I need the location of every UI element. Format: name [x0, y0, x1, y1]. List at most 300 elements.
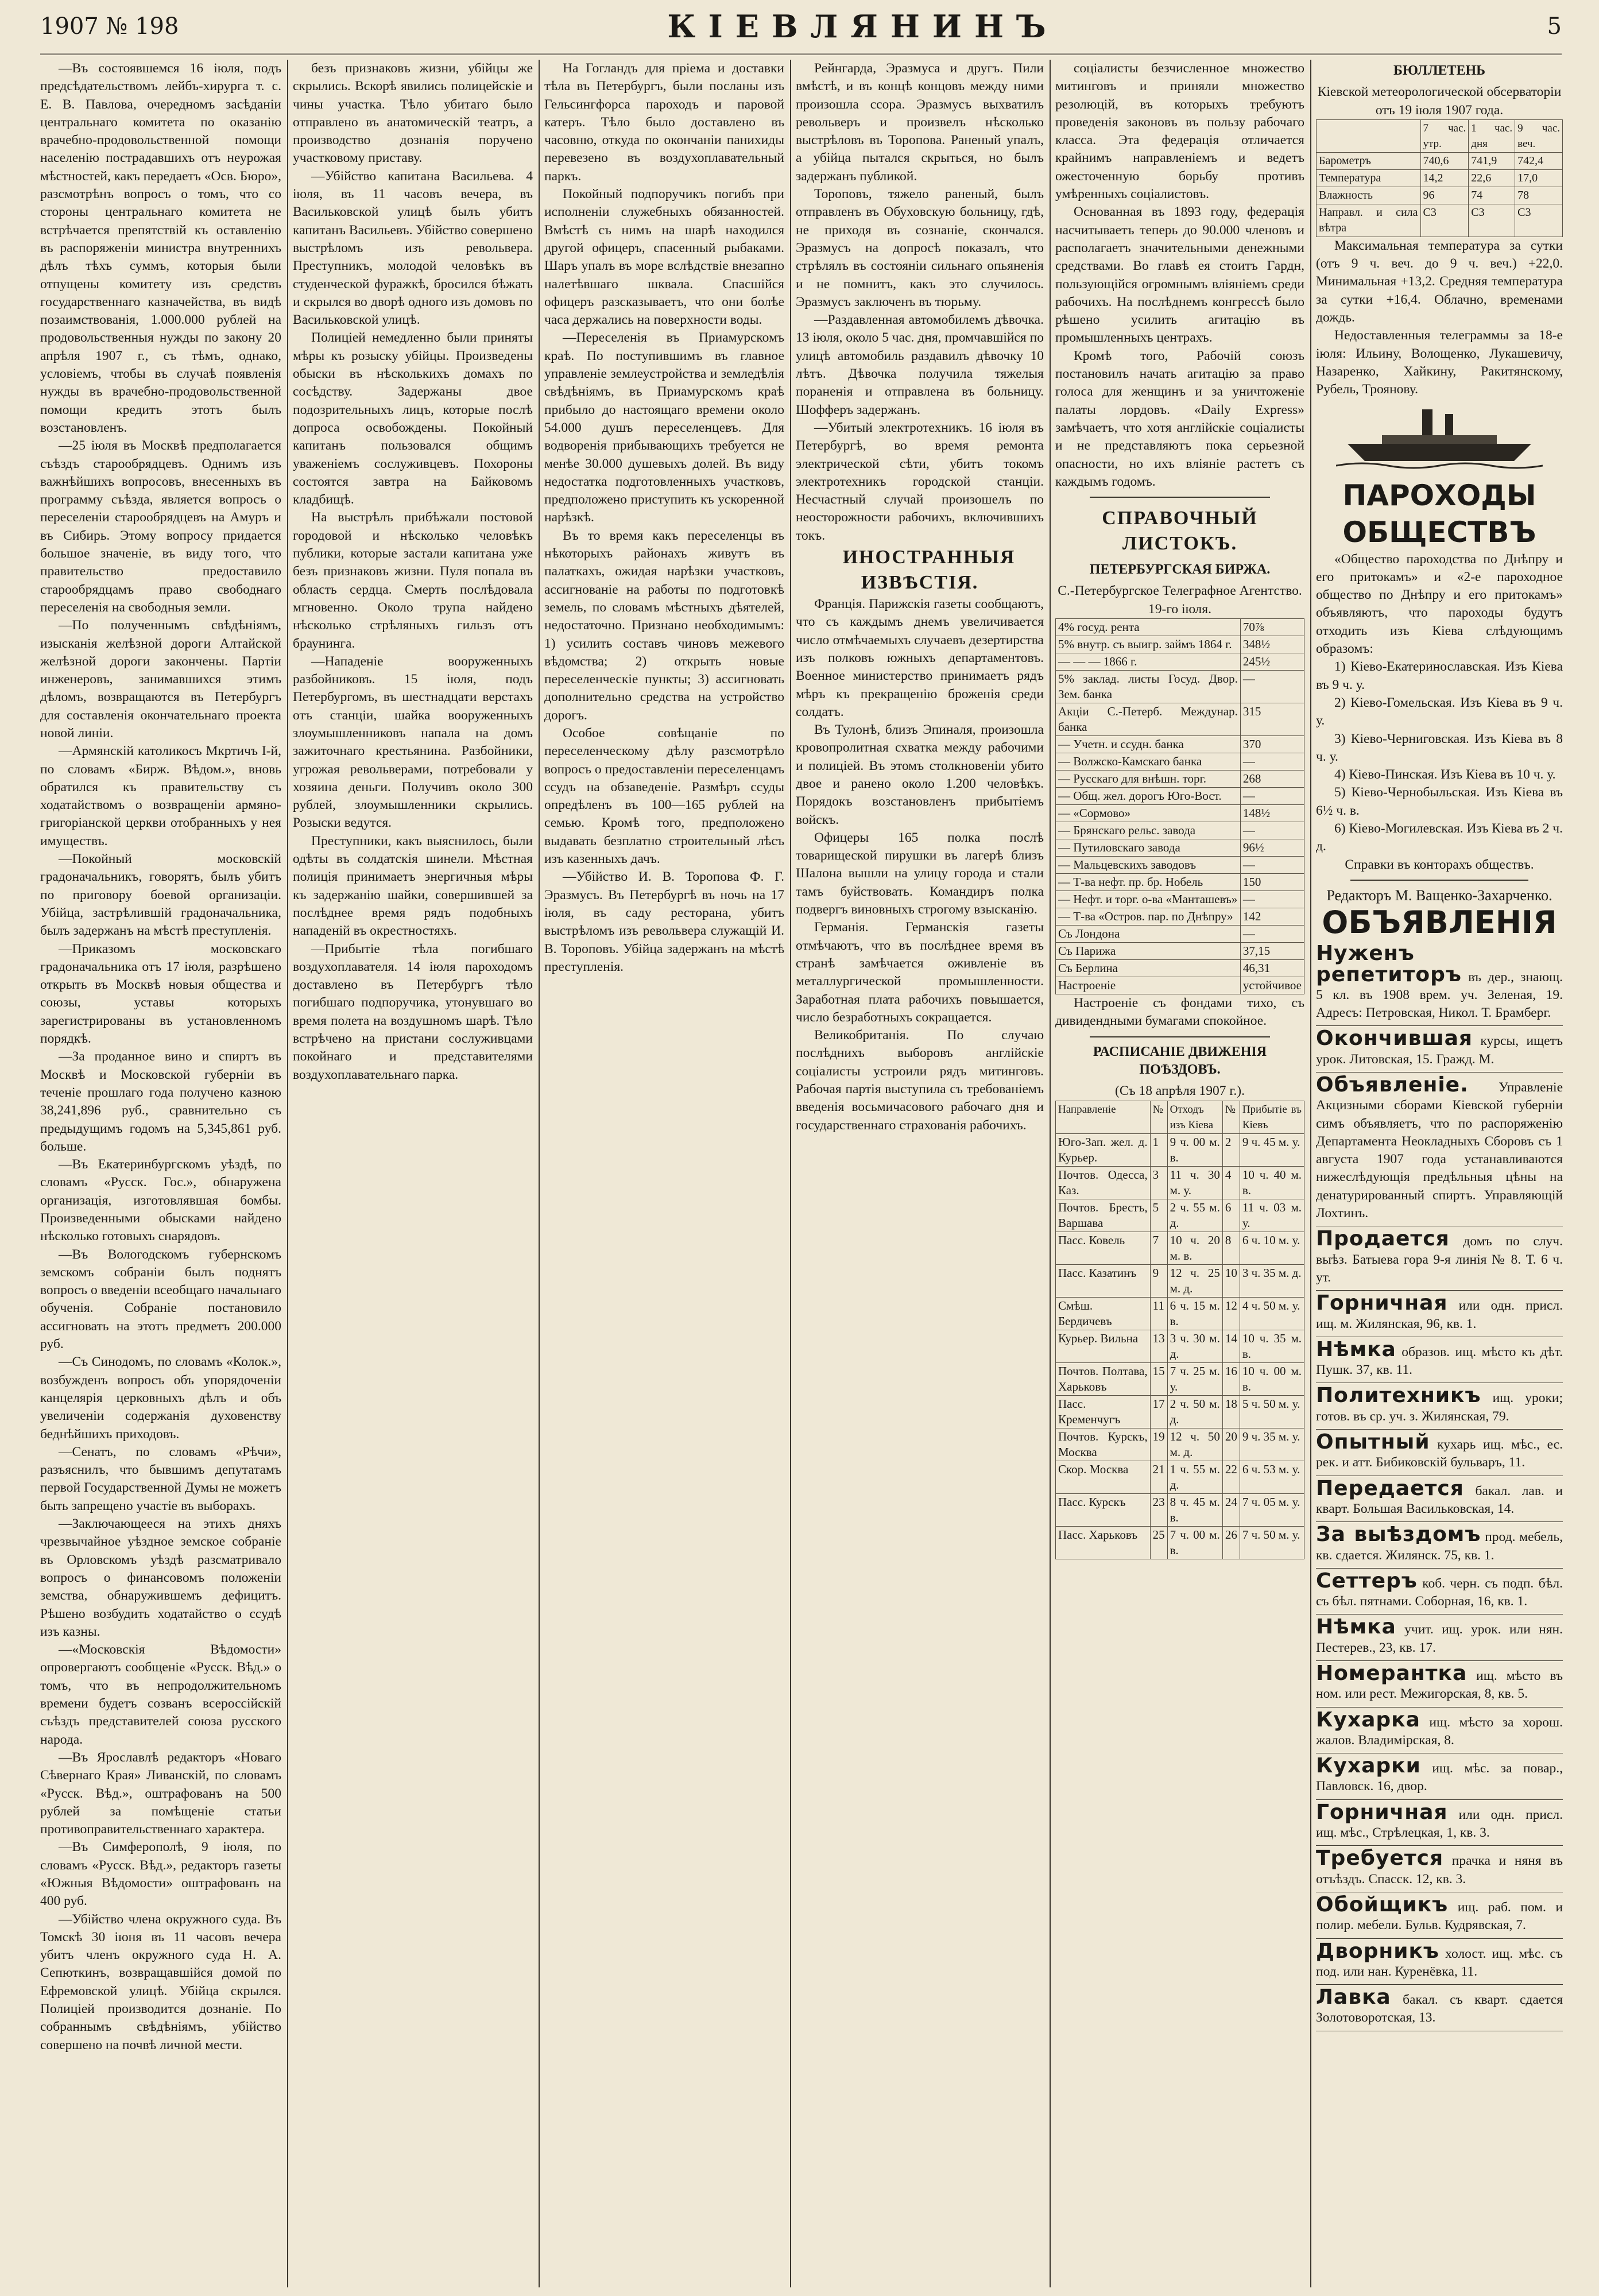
- table-cell: 741,9: [1469, 152, 1515, 169]
- table-cell: 315: [1240, 703, 1304, 736]
- table-cell: 742,4: [1515, 152, 1563, 169]
- editor-line: Редакторъ М. Ващенко-Захарченко.: [1326, 886, 1552, 904]
- table-cell: С3: [1469, 204, 1515, 237]
- article-paragraph: Рейнгарда, Эразмуса и другъ. Пили вмѣстѣ, и въ концѣ концовъ между ними произошла ссора. Эразмусъ выхватилъ револьверъ и произвелъ нѣсколько выстрѣловъ въ Торопова. Раненый упалъ, а убійца пытался скрыться, но былъ задержанъ публикой.: [796, 61, 1044, 184]
- ad-text: коб. черн. съ подп. бѣл. съ бѣл. пятнами. Соборная, 16, кв. 1.: [1316, 1575, 1563, 1609]
- ad-text: ищ. мѣс. за повар., Павловск. 16, двор.: [1316, 1761, 1563, 1794]
- article-paragraph: —Съ Синодомъ, по словамъ «Колок.», возбужденъ вопросъ объ упорядоченіи канцелярія церковныхъ дѣлъ и объ увеличеніи содержанія духовенству беднѣйшихъ приходовъ.: [40, 1354, 281, 1442]
- table-cell: 26: [1222, 1526, 1240, 1559]
- col3-articles: [544, 60, 784, 976]
- table-cell: 6 ч. 15 м. в.: [1167, 1297, 1222, 1330]
- table-row: [1056, 788, 1304, 805]
- classified-ad: [1316, 1614, 1563, 1661]
- table-cell: 46,31: [1240, 960, 1304, 977]
- table-cell: 5% внутр. съ выигр. займъ 1864 г.: [1056, 636, 1241, 653]
- table-cell: 2 ч. 50 м. д.: [1167, 1395, 1222, 1428]
- table-cell: 96: [1420, 187, 1469, 204]
- ad-text: домъ по случ. выѣз. Батыева гора 9-я линія № 8. Т. 6 ч. ут.: [1316, 1234, 1563, 1285]
- table-row: [1056, 771, 1304, 788]
- column-3: [544, 60, 784, 2287]
- table-cell: 12 ч. 25 м. д.: [1167, 1264, 1222, 1297]
- table-cell: 148½: [1240, 805, 1304, 822]
- article-paragraph: соціалисты безчисленное множество митинговъ и приняли множество резолюцій, въ которыхъ требуютъ проведенія законовъ въ пользу рабочаго класса. Эта федерація отличается крайнимъ направленіемъ и ведетъ ожесточенную борьбу противъ умѣренныхъ соціалистовъ.: [1055, 61, 1304, 202]
- column-rule: [1310, 60, 1311, 2287]
- table-cell: 19: [1150, 1428, 1167, 1461]
- col4-articles: [796, 60, 1044, 1135]
- ad-heading: Сеттеръ: [1316, 1569, 1418, 1593]
- table-cell: 10 ч. 00 м. в.: [1240, 1362, 1304, 1395]
- table-cell: — Т-ва нефт. пр. бр. Нобель: [1056, 874, 1241, 891]
- table-row: [1317, 187, 1563, 204]
- table-cell: 4: [1222, 1166, 1240, 1199]
- table-row: [1056, 1461, 1304, 1493]
- ads-title: ОБЪЯВЛЕНІЯ: [1322, 904, 1557, 941]
- table-header: 9 час. веч.: [1515, 119, 1563, 152]
- article-paragraph: —Раздавленная автомобилемъ дѣвочка. 13 іюля, около 5 час. дня, промчавшійся по улицѣ автомобиль раздавилъ дѣвочку 10 лѣтъ. Дѣвочка получила тяжелыя пораненія и отправлена въ больницу. Шофферъ задержанъ.: [796, 312, 1044, 417]
- table-cell: 3 ч. 30 м. д.: [1167, 1330, 1222, 1362]
- table-cell: Скор. Москва: [1056, 1461, 1151, 1493]
- newspaper-title: КІЕВЛЯНИНЪ: [667, 8, 1059, 45]
- article-paragraph: Въ Тулонѣ, близъ Эпиналя, произошла кровопролитная схватка между рабочими и полиціей. Въ этомъ столкновеніи убито двое и ранено около 1.200 человѣкъ. Порядокъ возстановленъ прибытіемъ войскъ.: [796, 722, 1044, 827]
- table-cell: 11 ч. 03 м. у.: [1240, 1199, 1304, 1232]
- table-cell: 22,6: [1469, 169, 1515, 187]
- table-cell: 10 ч. 35 м. в.: [1240, 1330, 1304, 1362]
- classified-ad: [1316, 1846, 1563, 1892]
- table-cell: 4 ч. 50 м. у.: [1240, 1297, 1304, 1330]
- column-rule: [1050, 60, 1051, 2287]
- table-cell: Почтов. Брестъ, Варшава: [1056, 1199, 1151, 1232]
- bulletin-title: БЮЛЛЕТЕНЬ: [1393, 63, 1486, 78]
- ad-heading: Окончившая: [1316, 1027, 1473, 1051]
- table-cell: 10 ч. 20 м. в.: [1167, 1232, 1222, 1264]
- ad-text: или одн. присл. ищ. м. Жилянская, 96, кв. 1.: [1316, 1298, 1563, 1331]
- article-paragraph: Покойный подпоручикъ погибъ при исполненіи служебныхъ обязанностей. Вмѣстѣ съ нимъ на шарѣ находился другой офицеръ, спасенный рыбаками. Шаръ упалъ въ море вслѣдствіе внезапно налетѣвшаго шквала. Спасшійся офицеръ разсказываетъ, что они болѣе часа держались на поверхности воды.: [544, 187, 784, 328]
- table-cell: — Общ. жел. дорогъ Юго-Вост.: [1056, 788, 1241, 805]
- classified-ad: [1316, 1939, 1563, 1985]
- ad-text: ищ. мѣсто въ ном. или рест. Межигорская, 8, кв. 5.: [1316, 1668, 1563, 1702]
- article-paragraph: На выстрѣлъ прибѣжали постовой городовой и нѣсколько человѣкъ публики, которые застали капитана уже безъ признаковъ жизни. Пуля попала въ область сердца. Смерть послѣдовала мгновенно. Около трупа найдено нѣсколько стрѣляныхъ гильзъ отъ браунинга.: [293, 510, 533, 651]
- table-cell: Юго-Зап. жел. д. Курьер.: [1056, 1133, 1151, 1166]
- exchange-date: 19-го іюля.: [1148, 601, 1211, 617]
- table-cell: 5: [1150, 1199, 1167, 1232]
- table-header: 1 час. дня: [1469, 119, 1515, 152]
- ad-heading: Передается: [1316, 1476, 1464, 1500]
- masthead: [40, 0, 1562, 55]
- bulletin-date: отъ 19 іюля 1907 года.: [1375, 102, 1504, 118]
- table-cell: — Волжско-Камскаго банка: [1056, 753, 1241, 771]
- table-header: №: [1222, 1101, 1240, 1133]
- separator: [1090, 1036, 1270, 1037]
- table-row: [1056, 874, 1304, 891]
- classified-ad: [1316, 1753, 1563, 1800]
- table-cell: 20: [1222, 1428, 1240, 1461]
- exchange-agency: С.-Петербургское Телеграфное Агентство.: [1058, 583, 1302, 599]
- ad-heading: Нуженъ репетиторъ: [1316, 942, 1462, 986]
- article-paragraph: —Въ Вологодскомъ губернскомъ земскомъ собраніи былъ поднятъ вопросъ о введеніи всеобщаго начальнаго обученія. Собраніе постановило ассигновать на этотъ предметъ 200.000 руб.: [40, 1246, 281, 1352]
- exchange-note: Настроеніе съ фондами тихо, съ дивидендными бумагами спокойное.: [1055, 996, 1304, 1029]
- article-paragraph: —Заключающееся на этихъ дняхъ чрезвычайное уѣздное земское собраніе въ Орловскомъ уѣздѣ разсматривало вопросъ о финансовомъ положеніи земства, обнаружившемъ дефицитъ. Рѣшено возбудить ходатайство о ссудѣ изъ казны.: [40, 1516, 281, 1639]
- table-cell: 1: [1150, 1133, 1167, 1166]
- ad-text: или одн. присл. ищ. мѣс., Стрѣлецкая, 1, кв. 3.: [1316, 1807, 1563, 1841]
- table-cell: 14: [1222, 1330, 1240, 1362]
- table-cell: 13: [1150, 1330, 1167, 1362]
- article-paragraph: Тороповъ, тяжело раненый, былъ отправленъ въ Обуховскую больницу, гдѣ, не приходя въ сознаніе, скончался. Эразмусъ на допросѣ показалъ, что стрѣлялъ въ состояніи сильнаго опьяненія и не помнитъ, какъ это случилось. Эразмусъ заключенъ въ тюрьму.: [796, 187, 1044, 309]
- table-header: 7 час. утр.: [1420, 119, 1469, 152]
- section-heading: ИНОСТРАННЫЯ ИЗВѢСТІЯ.: [842, 547, 1016, 594]
- article-paragraph: Полиціей немедленно были приняты мѣры къ розыску убійцы. Произведены обыски въ нѣсколькихъ домахъ по сосѣдству. Задержаны двое подозрительныхъ лицъ, которые послѣ допроса освобождены. Покойный капитанъ пользовался общимъ уваженіемъ сослуживцевъ. Похороны состоятся завтра на Байковомъ кладбищѣ.: [293, 330, 533, 508]
- ad-text: холост. ищ. мѣс. съ под. или нан. Куренёвка, 11.: [1316, 1946, 1563, 1979]
- table-row: [1056, 1330, 1304, 1362]
- table-cell: 5 ч. 50 м. у.: [1240, 1395, 1304, 1428]
- table-row: [1056, 1297, 1304, 1330]
- table-cell: 22: [1222, 1461, 1240, 1493]
- table-row: [1056, 1166, 1304, 1199]
- article-paragraph: —Приказомъ московскаго градоначальника отъ 17 іюля, разрѣшено открыть въ Москвѣ новыя общества и союзы, уставы которыхъ зарегистрированы въ установленномъ порядкѣ.: [40, 941, 281, 1047]
- ad-text: ищ. уроки; готов. въ ср. уч. з. Жилянская, 79.: [1316, 1391, 1563, 1424]
- table-cell: —: [1240, 926, 1304, 943]
- steamers-title: ПАРОХОДЫ ОБЩЕСТВЪ: [1342, 478, 1536, 549]
- table-header: №: [1150, 1101, 1167, 1133]
- table-row: [1056, 926, 1304, 943]
- table-row: [1056, 753, 1304, 771]
- steamer-lines: [1316, 658, 1563, 855]
- steamer-line: 1) Кіево-Екатеринославская. Изъ Кіева въ 9 ч. у.: [1316, 659, 1563, 692]
- article-paragraph: —Прибытіе тѣла погибшаго воздухоплавателя. 14 іюля пароходомъ доставлено въ Петербургъ тѣло погибшаго подпоручика, утонувшаго во время полета на воздушномъ шарѣ. Тѣло встрѣчено на пристани сослуживцами покойнаго и представителями воздухоплавательнаго парка.: [293, 941, 533, 1082]
- table-cell: Съ Берлина: [1056, 960, 1241, 977]
- table-cell: 9 ч. 00 м. в.: [1167, 1133, 1222, 1166]
- table-cell: 5% заклад. листы Госуд. Двор. Зем. банка: [1056, 671, 1241, 703]
- table-cell: — — — 1866 г.: [1056, 653, 1241, 671]
- classified-ad: [1316, 1291, 1563, 1337]
- ad-heading: Номерантка: [1316, 1662, 1468, 1685]
- table-cell: 7 ч. 50 м. у.: [1240, 1526, 1304, 1559]
- article-paragraph: Франція. Парижскія газеты сообщаютъ, что съ каждымъ днемъ увеличивается число отмѣчаемыхъ случаевъ дезертирства изъ полковъ южныхъ департаментовъ. Военное министерство принимаетъ рядъ мѣръ къ прекращенію броженія среди солдатъ.: [796, 597, 1044, 719]
- table-row: [1056, 1232, 1304, 1264]
- table-row: [1056, 839, 1304, 857]
- col5-articles: [1055, 60, 1304, 491]
- table-cell: Влажность: [1317, 187, 1421, 204]
- table-cell: 16: [1222, 1362, 1240, 1395]
- classified-ad: [1316, 1661, 1563, 1708]
- table-cell: —: [1240, 891, 1304, 908]
- table-row: [1056, 857, 1304, 874]
- classified-ad: [1316, 1073, 1563, 1226]
- table-cell: Смѣш. Бердичевъ: [1056, 1297, 1151, 1330]
- table-cell: С3: [1420, 204, 1469, 237]
- article-paragraph: —Въ Екатеринбургскомъ уѣздѣ, по словамъ «Русск. Гос.», обнаружена организація, изготовлявшая бомбы. Произведенными обысками найдено нѣсколько готовыхъ снарядовъ.: [40, 1157, 281, 1244]
- ad-heading: Продается: [1316, 1227, 1450, 1251]
- table-cell: Пасс. Казатинъ: [1056, 1264, 1151, 1297]
- article-paragraph: —За проданное вино и спиртъ въ Москвѣ и Московской губерніи въ теченіе прошлаго года получено казною 38,241,896 руб., сравнительно съ предыдущимъ годомъ на 5,345,861 руб. больше.: [40, 1049, 281, 1154]
- table-cell: 3: [1150, 1166, 1167, 1199]
- table-cell: —: [1240, 857, 1304, 874]
- table-cell: 23: [1150, 1493, 1167, 1526]
- table-cell: — Путиловскаго завода: [1056, 839, 1241, 857]
- table-cell: —: [1240, 788, 1304, 805]
- table-row: [1056, 805, 1304, 822]
- table-cell: — «Сормово»: [1056, 805, 1241, 822]
- table-cell: Пасс. Харьковъ: [1056, 1526, 1151, 1559]
- table-cell: 4% госуд. рента: [1056, 619, 1241, 636]
- table-cell: 8 ч. 45 м. в.: [1167, 1493, 1222, 1526]
- col1-articles: [40, 60, 281, 2054]
- classified-ad: [1316, 1476, 1563, 1523]
- ad-text: учит. ищ. урок. или нян. Пестерев., 23, кв. 17.: [1316, 1622, 1563, 1655]
- table-row: [1056, 703, 1304, 736]
- table-row: [1056, 960, 1304, 977]
- schedule-subtitle: (Съ 18 апрѣля 1907 г.).: [1115, 1083, 1245, 1099]
- table-cell: 11 ч. 30 м. у.: [1167, 1166, 1222, 1199]
- steamship-icon: [1336, 404, 1543, 473]
- article-paragraph: —Убійство члена окружного суда. Въ Томскѣ 30 іюня въ 11 часовъ вечера убитъ членъ окружного суда Н. А. Сепюткинъ, возвращавшійся домой по Ефремовской улицѣ. Убійца скрылся. Полиціей производится дознаніе. По собраннымъ свѣдѣніямъ, убійство совершено на почвѣ личной мести.: [40, 1911, 281, 2053]
- table-cell: 1 ч. 55 м. д.: [1167, 1461, 1222, 1493]
- bulletin-subtitle: Кіевской метеорологической обсерваторіи: [1317, 84, 1562, 100]
- table-cell: 9 ч. 35 м. у.: [1240, 1428, 1304, 1461]
- table-cell: 348½: [1240, 636, 1304, 653]
- table-cell: 7 ч. 25 м. у.: [1167, 1362, 1222, 1395]
- ad-heading: За выѣздомъ: [1316, 1523, 1481, 1547]
- table-cell: 7 ч. 05 м. у.: [1240, 1493, 1304, 1526]
- table-cell: Температура: [1317, 169, 1421, 187]
- table-cell: 10: [1222, 1264, 1240, 1297]
- table-header: [1317, 119, 1421, 152]
- table-row: [1317, 152, 1563, 169]
- column-2: [293, 60, 533, 2287]
- steamer-line: 3) Кіево-Черниговская. Изъ Кіева въ 8 ч. у.: [1316, 731, 1563, 764]
- table-cell: 142: [1240, 908, 1304, 926]
- article-paragraph: —Въ Ярославлѣ редакторъ «Новаго Сѣвернаго Края» Ливанскій, по словамъ «Русск. Вѣд.», оштрафованъ на 500 рублей за помѣщеніе статьи противоправительственнаго характера.: [40, 1749, 281, 1837]
- table-cell: Почтов. Курскъ, Москва: [1056, 1428, 1151, 1461]
- article-paragraph: безъ признаковъ жизни, убійцы же скрылись. Вскорѣ явились полицейскіе и чины участка. Тѣло убитаго было отправлено въ анатомическій театръ, а производство дознанія поручено участковому приставу.: [293, 61, 533, 166]
- table-row: [1317, 204, 1563, 237]
- classified-ad: [1316, 1892, 1563, 1939]
- steamers-footer: Справки въ конторахъ обществъ.: [1345, 857, 1534, 872]
- classified-ad: [1316, 1569, 1563, 1615]
- ad-heading: Политехникъ: [1316, 1384, 1481, 1408]
- table-cell: Почтов. Одесса, Каз.: [1056, 1166, 1151, 1199]
- classified-ad: [1316, 1430, 1563, 1476]
- table-row: [1056, 736, 1304, 753]
- table-cell: 12: [1222, 1297, 1240, 1330]
- ad-heading: Опытный: [1316, 1430, 1430, 1454]
- classified-ad: [1316, 1708, 1563, 1754]
- weather-table: [1316, 119, 1563, 237]
- table-cell: Почтов. Полтава, Харьковъ: [1056, 1362, 1151, 1395]
- ad-heading: Требуется: [1316, 1846, 1444, 1871]
- article-paragraph: —Армянскій католикосъ Мкртичъ I-й, по словамъ «Бирж. Вѣдом.», вновь обратился къ правительству съ ходатайствомъ о возвращеніи армяно-григоріанской церкви отобранныхъ у нея имуществъ.: [40, 744, 281, 849]
- ad-heading: Лавка: [1316, 1985, 1391, 2010]
- table-cell: 2 ч. 55 м. д.: [1167, 1199, 1222, 1232]
- table-cell: 74: [1469, 187, 1515, 204]
- table-cell: 2: [1222, 1133, 1240, 1166]
- table-cell: Акціи С.-Петерб. Междунар. банка: [1056, 703, 1241, 736]
- article-paragraph: Основанная въ 1893 году, федерація насчитываетъ теперь до 90.000 членовъ и располагаетъ значительными денежными средствами. Во главѣ ея стоитъ Гардн, пользующійся огромнымъ вліяніемъ среди рабочихъ. На послѣднемъ конгрессѣ было рѣшено усилить агитацію въ промышленныхъ центрахъ.: [1055, 204, 1304, 346]
- table-cell: 7: [1150, 1232, 1167, 1264]
- table-row: [1056, 1526, 1304, 1559]
- table-row: [1056, 943, 1304, 960]
- article-paragraph: На Гогландъ для пріема и доставки тѣла въ Петербургъ, были посланы изъ Гельсингфорса пароходъ и паровой катеръ. Тѣло было доставлено въ часовню, откуда по окончаніи панихиды перевезено въ воздухоплавательный паркъ.: [544, 61, 784, 184]
- table-cell: 6 ч. 10 м. у.: [1240, 1232, 1304, 1264]
- table-cell: 9 ч. 45 м. у.: [1240, 1133, 1304, 1166]
- table-row: [1056, 908, 1304, 926]
- table-header: Отходъ изъ Кіева: [1167, 1101, 1222, 1133]
- table-row: [1056, 891, 1304, 908]
- table-cell: Барометръ: [1317, 152, 1421, 169]
- table-row: [1056, 1428, 1304, 1461]
- table-cell: Направл. и сила вѣтра: [1317, 204, 1421, 237]
- table-cell: 11: [1150, 1297, 1167, 1330]
- table-row: [1056, 822, 1304, 839]
- table-row: [1056, 636, 1304, 653]
- table-row: [1056, 619, 1304, 636]
- table-cell: 268: [1240, 771, 1304, 788]
- table-cell: 70⅞: [1240, 619, 1304, 636]
- ad-text: бакал. лав. и кварт. Большая Васильковская, 14.: [1316, 1483, 1563, 1516]
- article-paragraph: —25 іюля въ Москвѣ предполагается съѣздъ старообрядцевъ. Однимъ изъ важнѣйшихъ вопросовъ, внесенныхъ въ программу съѣзда, является вопросъ о переселеніи старообрядцевъ на Амуръ и въ Сибирь. Этому вопросу придается большое значеніе, въ виду того, что правительство предоставило старообрядцамъ право свободнаго переселенія на свободныя земли.: [40, 438, 281, 615]
- classified-ad: [1316, 941, 1563, 1026]
- ad-text: кухарь ищ. мѣс., ес. рек. и атт. Бибиковскій бульваръ, 11.: [1316, 1437, 1563, 1470]
- steamer-line: 5) Кіево-Чернобыльская. Изъ Кіева въ 6½ ч. в.: [1316, 785, 1563, 818]
- issue-number: 1907 № 198: [40, 13, 179, 40]
- table-cell: 370: [1240, 736, 1304, 753]
- table-cell: —: [1240, 753, 1304, 771]
- separator: [1350, 880, 1528, 881]
- table-row: [1056, 977, 1304, 994]
- table-header: Направленіе: [1056, 1101, 1151, 1133]
- table-cell: 6: [1222, 1199, 1240, 1232]
- article-paragraph: Германія. Германскія газеты отмѣчаютъ, что въ послѣднее время въ странѣ замѣчается оживленіе въ металлургической промышленности. Заработная плата рабочихъ повышается, число безработныхъ сокращается.: [796, 920, 1044, 1025]
- table-cell: 10 ч. 40 м. в.: [1240, 1166, 1304, 1199]
- column-1: [40, 60, 281, 2287]
- classified-ad: [1316, 1026, 1563, 1073]
- article-paragraph: Особое совѣщаніе по переселенческому дѣлу разсмотрѣло вопросъ о предоставленіи переселенцамъ ссудъ на обзаведеніе. Размѣръ ссуды опредѣленъ въ 100—165 рублей на семью. Кромѣ того, предположено выдавать безплатно строительный лѣсъ изъ казенныхъ дачъ.: [544, 725, 784, 867]
- table-cell: Настроеніе: [1056, 977, 1241, 994]
- bulletin-summary: Максимальная температура за сутки (отъ 9 ч. веч. до 9 ч. веч.) +22,0. Минимальная +13,2. Средняя температура за сутки +16,4. Облачно, временами дождь.: [1316, 238, 1563, 326]
- ad-text: Управленіе Акцизными сборами Кіевской губерніи симъ объявляетъ, что по распоряженію Департамента Неокладныхъ Сборовъ съ 1 августа 1907 года устанавливаются нижеслѣдующія предѣльныя цѣны на денатурированный спиртъ. Управляющій Лохтинъ.: [1316, 1079, 1563, 1221]
- article-paragraph: Кромѣ того, Рабочій союзъ постановилъ начать агитацію за право голоса для женщинъ и за уничтоженіе палаты лордовъ. «Daily Express» замѣчаетъ, что хотя англійскіе соціалисты и не представляютъ пока серьезной опасности, но ихъ вліяніе растетъ съ каждымъ годомъ.: [1055, 348, 1304, 489]
- column-rule: [287, 60, 288, 2287]
- col2-articles: [293, 60, 533, 1084]
- table-cell: 21: [1150, 1461, 1167, 1493]
- article-paragraph: —Переселенія въ Приамурскомъ краѣ. По поступившимъ въ главное управленіе землеустройства и земледѣлія свѣдѣніямъ, въ Приамурскомъ краѣ прибыло до настоящаго времени около 54.000 душъ переселенцевъ. Для водворенія прибывающихъ требуется не менѣе 30.000 душевыхъ долей. Въ виду недостатка подготовленныхъ участковъ, предположено приступить къ ускоренной нарѣзкѣ.: [544, 330, 784, 525]
- table-cell: 25: [1150, 1526, 1167, 1559]
- table-cell: Пасс. Курскъ: [1056, 1493, 1151, 1526]
- exchange-subtitle: ПЕТЕРБУРГСКАЯ БИРЖА.: [1089, 562, 1271, 578]
- ad-heading: Горничная: [1316, 1291, 1448, 1315]
- table-cell: Пасс. Кременчугъ: [1056, 1395, 1151, 1428]
- article-paragraph: —Сенатъ, по словамъ «Рѣчи», разъяснилъ, что бывшимъ депутатамъ первой Государственной Думы не можетъ быть запрещено участіе въ выборахъ.: [40, 1444, 281, 1513]
- article-paragraph: —Въ состоявшемся 16 іюля, подъ предсѣдательствомъ лейбъ-хирурга т. с. Е. В. Павлова, очередномъ засѣданіи центральнаго комитета по оказанію врачебно-продовольственной помощи населенію пострадавшихъ отъ неурожая мѣстностей, какъ передаетъ «Осв. Бюро», разсмотрѣнъ вопросъ о томъ, что со стороны центральнаго комитета не встрѣчается препятствій къ оставленію въ распоряженіи министра внутреннихъ дѣлъ тѣхъ суммъ, которыя были отпущены комитету изъ средствъ государственнаго казначейства, въ видѣ позаимствованія, 1.000.000 рублей на продовольственныя нужды по закону 20 апрѣля 1907 г., съ тѣмъ, однако, условіемъ, чтобы въ случаѣ появленія нужды въ врачебно-продовольственной помощи кредитъ этотъ былъ возстановленъ.: [40, 61, 281, 435]
- ad-text: ищ. раб. пом. и полир. мебели. Бульв. Кудрявская, 7.: [1316, 1899, 1563, 1933]
- classified-ad: [1316, 1383, 1563, 1430]
- table-cell: 18: [1222, 1395, 1240, 1428]
- table-row: [1056, 1395, 1304, 1428]
- table-cell: 17: [1150, 1395, 1167, 1428]
- table-cell: 8: [1222, 1232, 1240, 1264]
- table-row: [1056, 1493, 1304, 1526]
- table-header: Прибытіе въ Кіевъ: [1240, 1101, 1304, 1133]
- steamers-intro: «Общество пароходства по Днѣпру и его притокамъ» и «2-е пароходное общество по Днѣпру и его притокамъ» объявляютъ, что пароходы будутъ отходить изъ Кіева слѣдующимъ образомъ:: [1316, 551, 1563, 657]
- table-cell: 14,2: [1420, 169, 1469, 187]
- classified-ad: [1316, 1800, 1563, 1846]
- classified-ad: [1316, 1522, 1563, 1569]
- table-cell: — Учетн. и ссудн. банка: [1056, 736, 1241, 753]
- table-cell: 15: [1150, 1362, 1167, 1395]
- table-cell: 245½: [1240, 653, 1304, 671]
- article-paragraph: Въ то время какъ переселенцы въ нѣкоторыхъ районахъ живутъ въ палаткахъ, ожидая нарѣзки участковъ, ассигнованіе на работы по подготовкѣ земель, по словамъ мѣстныхъ дѣятелей, недостаточно. Признано необходимымъ: 1) усилить составъ чиновъ межевого вѣдомства; 2) открыть новые переселенческіе пункты; 3) ассигновать дополнительно средства на устройство дорогъ.: [544, 528, 784, 723]
- article-paragraph: —Въ Симферополѣ, 9 іюля, по словамъ «Русск. Вѣд.», редакторъ газеты «Южныя Вѣдомости» оштрафованъ на 400 руб.: [40, 1840, 281, 1909]
- table-cell: 3 ч. 35 м. д.: [1240, 1264, 1304, 1297]
- table-cell: Пасс. Ковель: [1056, 1232, 1151, 1264]
- table-cell: 37,15: [1240, 943, 1304, 960]
- ad-text: курсы, ищетъ урок. Литовская, 15. Гражд. М.: [1316, 1033, 1563, 1067]
- classified-ad: [1316, 1985, 1563, 2031]
- table-row: [1056, 1264, 1304, 1297]
- article-paragraph: —«Московскія Вѣдомости» опровергаютъ сообщеніе «Русск. Вѣд.» о томъ, что въ непродолжительномъ времени будетъ созванъ всероссійскій съѣздъ представителей союза русского народа.: [40, 1642, 281, 1747]
- table-cell: устойчивое: [1240, 977, 1304, 994]
- ads-list: [1316, 941, 1563, 2031]
- ad-text: прачка и няня въ отъѣздъ. Спасск. 12, кв. 3.: [1316, 1853, 1563, 1887]
- table-cell: 150: [1240, 874, 1304, 891]
- article-paragraph: —Убійство И. В. Торопова Ф. Г. Эразмусъ. Въ Петербургѣ въ ночь на 17 іюля, въ саду ресторана, убитъ выстрѣломъ изъ револьвера служащій И. В. Тороповъ. Убійца задержанъ на мѣстѣ преступленія.: [544, 869, 784, 974]
- column-rule: [790, 60, 791, 2287]
- article-paragraph: —Покойный московскій градоначальникъ, говорятъ, былъ убитъ по приговору боевой организаціи. Убійца, застрѣлившій градоначальника, былъ задержанъ на мѣстѣ преступленія.: [40, 851, 281, 939]
- table-cell: —: [1240, 822, 1304, 839]
- table-row: [1056, 653, 1304, 671]
- separator: [1090, 497, 1270, 498]
- table-cell: 96½: [1240, 839, 1304, 857]
- ad-heading: Нѣмка: [1316, 1337, 1396, 1361]
- table-cell: 6 ч. 53 м. у.: [1240, 1461, 1304, 1493]
- ad-heading: Кухарка: [1316, 1708, 1420, 1732]
- ad-text: образов. ищ. мѣсто къ дѣт. Пушк. 37, кв. 11.: [1316, 1344, 1563, 1378]
- schedule-table: [1055, 1101, 1304, 1559]
- article-paragraph: —Убитый электротехникъ. 16 іюля въ Петербургѣ, во время ремонта электрической сѣти, убитъ токомъ электротехникъ городской станціи. Несчастный случай произошелъ по неосторожности рабочихъ, включившихъ токъ.: [796, 420, 1044, 543]
- article-paragraph: —По полученнымъ свѣдѣніямъ, изысканія желѣзной дороги Алтайской желѣзной дороги закончены. Партіи инженеровъ, занимавшихся этимъ дѣломъ, возвращаются въ Петербургъ для составленія окончательнаго проекта новой линіи.: [40, 618, 281, 741]
- article-paragraph: —Нападеніе вооруженныхъ разбойниковъ. 15 іюля, подъ Петербургомъ, въ шестнадцати верстахъ отъ станціи, шайка вооруженныхъ злоумышленниковъ напала на домъ зажиточнаго крестьянина. Разбойники, угрожая револьверами, потребовали у хозяина деньги. Получивъ около 300 рублей, злоумышленники скрылись. Розыски ведутся.: [293, 653, 533, 831]
- column-rule: [539, 60, 540, 2287]
- ad-text: ищ. мѣсто за хорош. жалов. Владимірская, 8.: [1316, 1714, 1563, 1748]
- table-cell: 9: [1150, 1264, 1167, 1297]
- article-paragraph: —Убійство капитана Васильева. 4 іюля, въ 11 часовъ вечера, въ Васильковской улицѣ былъ убитъ капитанъ Васильевъ. Убійство совершено выстрѣломъ изъ револьвера. Преступникъ, молодой человѣкъ въ студенческой фуражкѣ, бросился бѣжать и скрылся во дворѣ одного изъ домовъ по Васильковской улицѣ.: [293, 168, 533, 328]
- article-paragraph: Великобританія. По случаю послѣднихъ выборовъ англійскіе соціалисты устроили рядъ митинговъ. Рабочая партія выступила съ требованіемъ введенія восьмичасового рабочаго дня и государственнаго страхованія рабочихъ.: [796, 1028, 1044, 1133]
- table-cell: 24: [1222, 1493, 1240, 1526]
- ad-heading: Горничная: [1316, 1800, 1448, 1824]
- classified-ad: [1316, 1226, 1563, 1291]
- table-cell: — Т-ва «Остров. пар. по Днѣпру»: [1056, 908, 1241, 926]
- table-cell: Курьер. Вильна: [1056, 1330, 1151, 1362]
- table-row: [1317, 169, 1563, 187]
- table-row: [1056, 1199, 1304, 1232]
- classified-ad: [1316, 1337, 1563, 1384]
- ad-text: бакал. съ кварт. сдается Золотоворотская, 13.: [1316, 1992, 1563, 2026]
- telegrams-note: Недоставленныя телеграммы за 18-е іюля: Ильину, Волощенко, Лукашевичу, Назаренко, Хайкину, Ракитянскому, Рубель, Троянову.: [1316, 328, 1563, 397]
- ad-text: прод. мебель, кв. сдается. Жилянск. 75, кв. 1.: [1316, 1530, 1563, 1563]
- table-cell: 740,6: [1420, 152, 1469, 169]
- schedule-title: РАСПИСАНІЕ ДВИЖЕНІЯ ПОѢЗДОВЪ.: [1093, 1044, 1267, 1077]
- table-row: [1056, 1362, 1304, 1395]
- exchange-table: [1055, 618, 1304, 994]
- table-cell: — Брянскаго рельс. завода: [1056, 822, 1241, 839]
- ad-heading: Обойщикъ: [1316, 1892, 1449, 1916]
- table-cell: 12 ч. 50 м. д.: [1167, 1428, 1222, 1461]
- table-cell: — Мальцевскихъ заводовъ: [1056, 857, 1241, 874]
- article-paragraph: Офицеры 165 полка послѣ товарищеской пирушки въ лагерѣ близъ Шалона вышли на улицу города и стали тамъ буйствовать. Командиръ полка подвергъ виновныхъ строгому взысканію.: [796, 830, 1044, 917]
- steamer-line: 4) Кіево-Пинская. Изъ Кіева въ 10 ч. у.: [1334, 767, 1556, 783]
- table-cell: — Русскаго для внѣшн. торг.: [1056, 771, 1241, 788]
- table-row: [1056, 671, 1304, 703]
- column-4: [796, 60, 1044, 2287]
